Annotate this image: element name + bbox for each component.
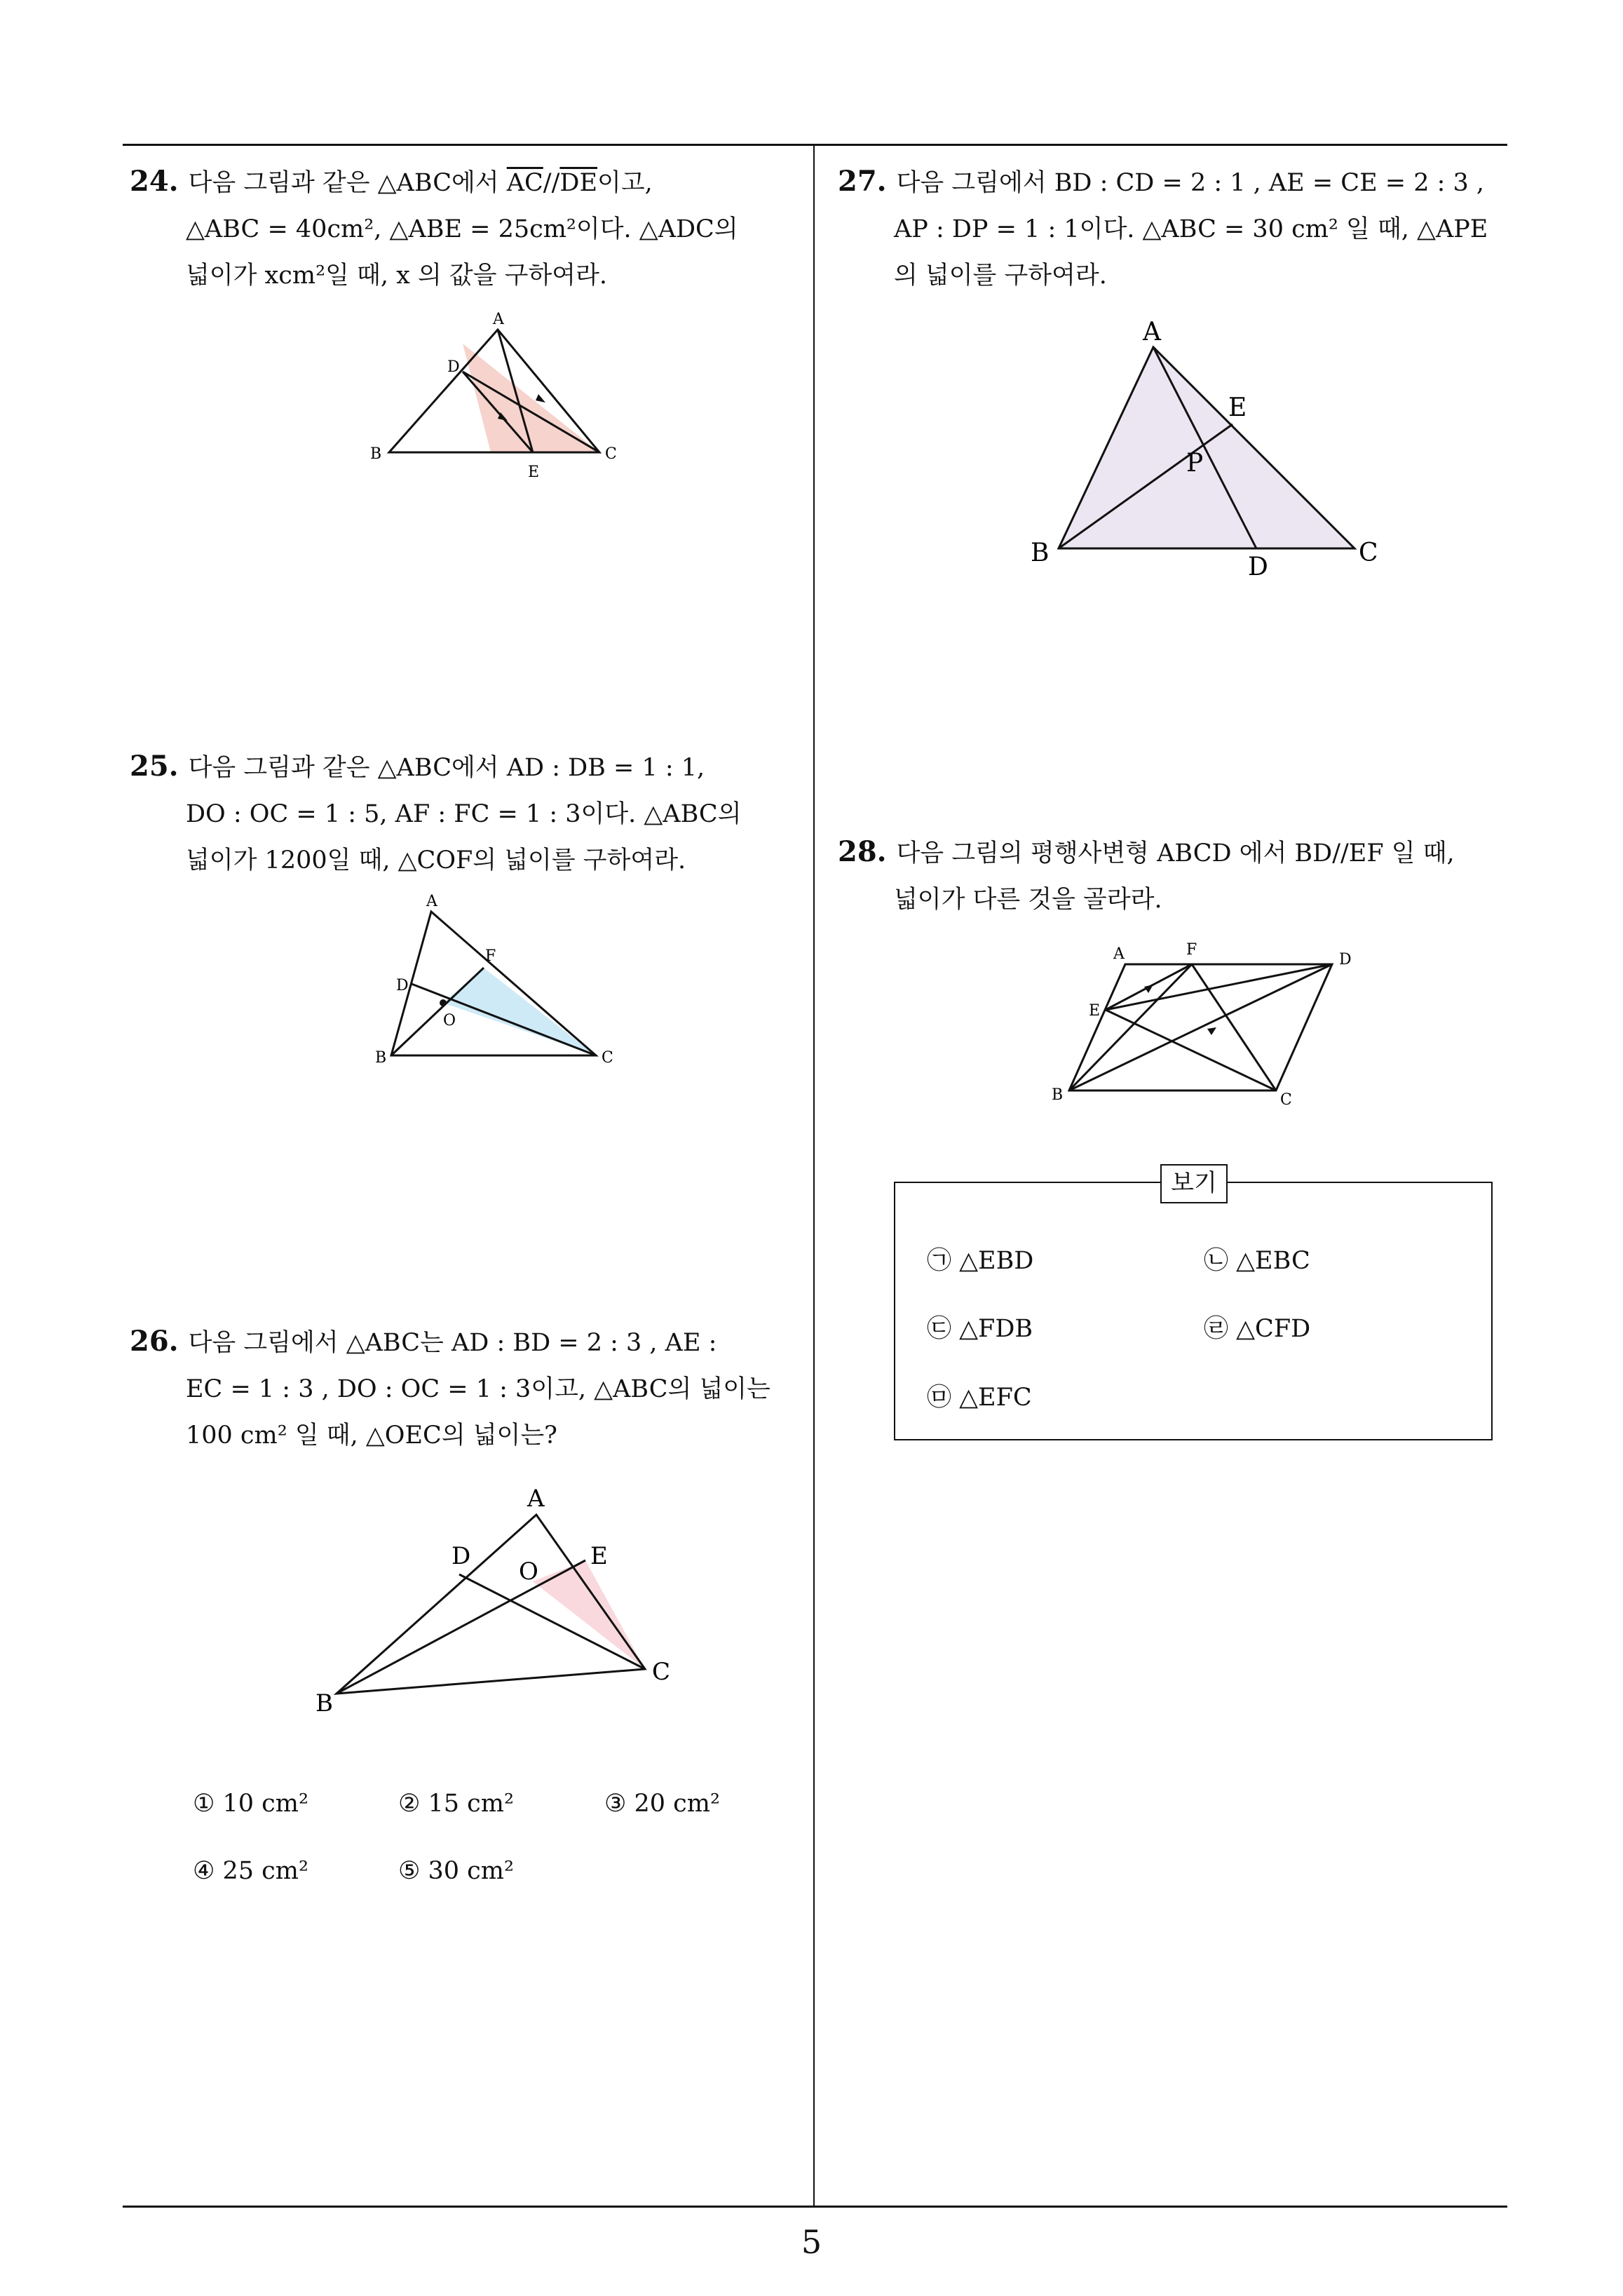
figure-24 (351, 309, 645, 498)
problem-text: 넓이가 1200일 때, △COF의 넓이를 구하여라. (186, 846, 686, 874)
vertex-label: E (1228, 393, 1247, 422)
choice-2[interactable]: ② 15 cm² (398, 1790, 514, 1818)
problem-text: 넓이가 다른 것을 골라라. (894, 886, 1162, 914)
problem-text: 다음 그림과 같은 △ABC에서 AD : DB = 1 : 1, (188, 754, 705, 782)
vertex-label: E (528, 464, 540, 481)
problem-text: 다음 그림의 평행사변형 ABCD 에서 BD//EF 일 때, (896, 839, 1455, 867)
vertex-label: O (519, 1558, 538, 1586)
vertex-label: D (1248, 553, 1268, 581)
vertex-label: A (1143, 318, 1161, 346)
problem-text: AP : DP = 1 : 1이다. △ABC = 30 cm² 일 때, △APE (894, 215, 1488, 243)
segment-be (337, 1560, 585, 1694)
problem-28 (838, 829, 1455, 923)
bogi-item: ㉠ △EBD (927, 1247, 1034, 1275)
vertex-label: D (396, 977, 409, 994)
vertex-label: C (602, 1049, 613, 1067)
vertex-label: A (527, 1485, 545, 1513)
segment-bf (1069, 964, 1192, 1090)
bogi-item: ㉣ △CFD (1204, 1315, 1311, 1343)
vertex-label: F (485, 947, 496, 965)
vertex-label: C (1359, 539, 1378, 567)
bogi-item: ㉤ △EFC (927, 1384, 1032, 1412)
problem-text: △ABC = 40cm², △ABE = 25cm²이다. △ADC의 (186, 215, 738, 243)
vertex-label: C (1280, 1091, 1292, 1109)
vertex-label: E (590, 1542, 608, 1570)
vertex-label: D (451, 1542, 471, 1570)
problem-24 (130, 158, 738, 299)
problem-text: EC = 1 : 3 , DO : OC = 1 : 3이고, △ABC의 넓이는 (186, 1375, 770, 1403)
diagonal-bd (1069, 964, 1332, 1090)
parallel-sign: // (543, 169, 560, 197)
bogi-item: ㉡ △EBC (1204, 1247, 1310, 1275)
problem-text: 100 cm² 일 때, △OEC의 넓이는? (186, 1422, 557, 1450)
problem-text: 의 넓이를 구하여라. (894, 262, 1107, 290)
problem-27 (838, 158, 1488, 299)
vertex-label: P (1186, 449, 1204, 478)
choice-4[interactable]: ④ 25 cm² (193, 1857, 308, 1885)
segment-ec (1106, 1010, 1276, 1090)
problem-text: 넓이가 xcm²일 때, x 의 값을 구하여라. (186, 262, 608, 290)
bogi-title: 보기 (1160, 1164, 1228, 1203)
problem-text: 다음 그림에서 △ABC는 AD : BD = 2 : 3 , AE : (188, 1329, 717, 1357)
shaded-triangle-adc (463, 344, 599, 452)
vertex-label: A (426, 893, 437, 910)
vertex-label: A (493, 311, 504, 328)
problem-text: 다음 그림과 같은 △ABC에서 (188, 169, 507, 197)
vertex-label: B (1031, 539, 1050, 567)
problem-number: 24. (130, 165, 179, 198)
vertex-label: B (370, 445, 382, 463)
problem-text: 다음 그림에서 BD : CD = 2 : 1 , AE = CE = 2 : 3 , (896, 169, 1485, 197)
problem-number: 27. (838, 165, 887, 198)
vertex-label: D (1339, 951, 1352, 968)
segment-ac: $\overline{AC}$ (506, 169, 543, 197)
vertex-label: F (1186, 941, 1197, 959)
figure-27 (1017, 316, 1409, 582)
figure-28 (1038, 933, 1374, 1115)
choice-3[interactable]: ③ 20 cm² (604, 1790, 720, 1818)
vertex-label: D (447, 358, 460, 376)
bottom-rule (123, 2206, 1507, 2208)
parallel-arrow (1207, 1027, 1216, 1035)
shaded-triangle-oec (533, 1560, 645, 1669)
figure-25 (365, 891, 631, 1080)
problem-text: 이고, (597, 169, 653, 197)
bogi-item: ㉢ △FDB (927, 1315, 1033, 1343)
vertex-label: O (443, 1012, 456, 1029)
choice-5[interactable]: ⑤ 30 cm² (398, 1857, 514, 1885)
point-o (440, 999, 447, 1006)
problem-number: 25. (130, 750, 179, 783)
problem-number: 26. (130, 1325, 179, 1358)
problem-25 (130, 743, 742, 884)
shaded-triangle-cof (443, 968, 596, 1055)
vertex-label: B (315, 1689, 333, 1717)
vertex-label: B (375, 1049, 387, 1067)
triangle-abc (1059, 347, 1354, 548)
parallel-arrow (536, 394, 545, 403)
problem-number: 28. (838, 835, 887, 868)
problem-26 (130, 1318, 770, 1459)
figure-26 (301, 1480, 694, 1718)
top-rule (123, 144, 1507, 146)
vertex-label: C (605, 445, 617, 463)
choice-1[interactable]: ① 10 cm² (193, 1790, 308, 1818)
column-divider (813, 144, 815, 2206)
segment-de: $\overline{DE}$ (559, 169, 598, 197)
vertex-label: C (652, 1658, 671, 1686)
problem-text: DO : OC = 1 : 5, AF : FC = 1 : 3이다. △ABC의 (186, 800, 742, 828)
vertex-label: B (1052, 1086, 1064, 1104)
vertex-label: E (1089, 1002, 1101, 1020)
vertex-label: A (1113, 945, 1125, 963)
page-number: 5 (801, 2223, 822, 2261)
